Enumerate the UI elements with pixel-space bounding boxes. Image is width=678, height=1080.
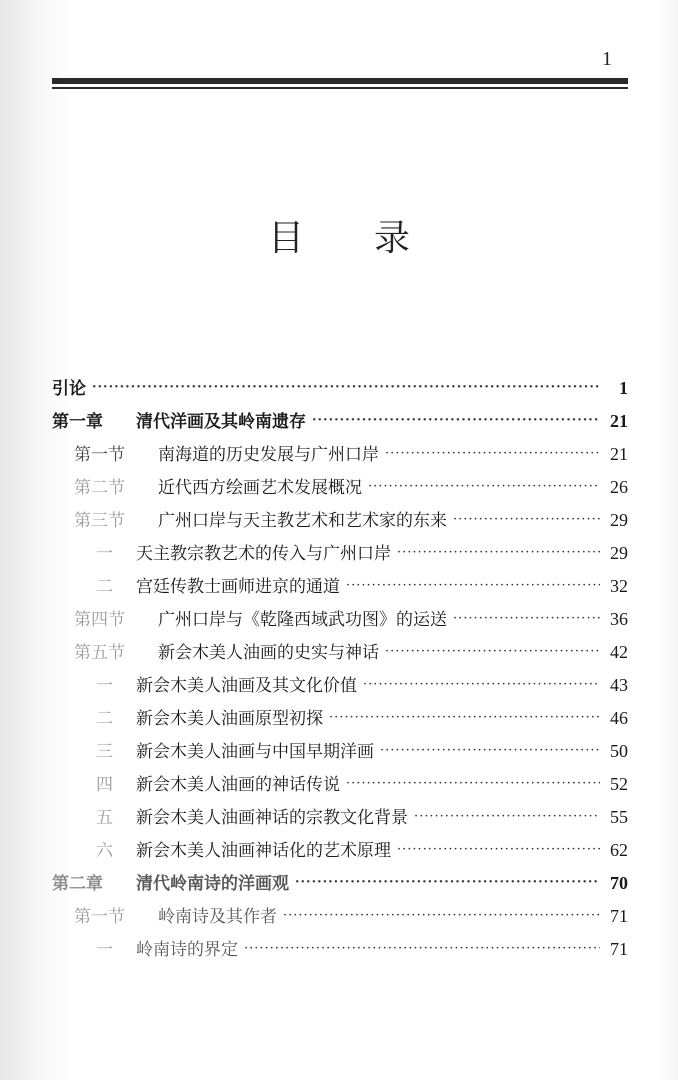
dot-leader [363, 668, 600, 701]
toc-entry-title: 近代西方绘画艺术发展概况 [158, 478, 362, 498]
dot-leader [453, 503, 600, 536]
toc-entry-label: 六 [96, 841, 113, 861]
dot-leader [346, 569, 600, 602]
toc-entry-page: 50 [610, 741, 628, 761]
toc-entry-title: 广州口岸与《乾隆西域武功图》的运送 [158, 610, 447, 630]
toc-entry-label: 二 [96, 709, 113, 729]
toc-entry [52, 900, 628, 933]
toc-entry-page: 32 [610, 576, 628, 596]
page-title: 目录 [267, 218, 480, 259]
toc-entry-label: 第一章 [52, 412, 103, 432]
toc-entry [52, 471, 628, 504]
toc-entry-label: 第二章 [52, 874, 103, 894]
toc-entry [52, 504, 628, 537]
toc-entry-page: 1 [619, 378, 628, 398]
toc-entry-page: 29 [610, 543, 628, 563]
toc-entry-title: 新会木美人油画与中国早期洋画 [136, 742, 374, 762]
toc-entry-page: 43 [610, 675, 628, 695]
toc-entry-label: 五 [96, 808, 113, 828]
toc-entry-page: 46 [610, 708, 628, 728]
toc-entry-title: 岭南诗及其作者 [158, 907, 277, 927]
toc-entry-title: 广州口岸与天主教艺术和艺术家的东来 [158, 511, 447, 531]
toc-entry-title: 清代洋画及其岭南遗存 [136, 412, 306, 432]
dot-leader [312, 404, 600, 437]
toc-entry [52, 834, 628, 867]
toc-entry-title: 清代岭南诗的洋画观 [136, 874, 289, 894]
toc-entry-title: 新会木美人油画及其文化价值 [136, 676, 357, 696]
toc-entry-page: 52 [610, 774, 628, 794]
toc-entry-page: 26 [610, 477, 628, 497]
dot-leader [414, 800, 600, 833]
toc-entry-page: 29 [610, 510, 628, 530]
toc-entry-label: 第三节 [74, 511, 125, 531]
toc-entry [52, 438, 628, 471]
toc-entry-title: 岭南诗的界定 [136, 940, 238, 960]
toc-entry-title: 南海道的历史发展与广州口岸 [158, 445, 379, 465]
toc-entry [52, 702, 628, 735]
toc-entry [52, 603, 628, 636]
toc-entry-label: 第二节 [74, 478, 125, 498]
toc-entry-page: 36 [610, 609, 628, 629]
toc-entry-page: 21 [610, 411, 628, 431]
dot-leader [368, 470, 600, 503]
dot-leader [397, 536, 600, 569]
dot-leader [329, 701, 600, 734]
toc-entry-title: 新会木美人油画神话化的艺术原理 [136, 841, 391, 861]
toc-entry-title: 新会木美人油画原型初探 [136, 709, 323, 729]
dot-leader [397, 833, 600, 866]
toc-entry-title: 宫廷传教士画师进京的通道 [136, 577, 340, 597]
dot-leader [244, 932, 600, 965]
toc-entry-label: 一 [96, 544, 113, 564]
toc-entry-title: 新会木美人油画的史实与神话 [158, 643, 379, 663]
toc-entry [52, 933, 628, 966]
table-of-contents [52, 372, 628, 966]
toc-entry [52, 735, 628, 768]
toc-entry [52, 537, 628, 570]
toc-entry-title: 引论 [52, 379, 86, 399]
toc-entry-label: 第一节 [74, 907, 125, 927]
dot-leader [283, 899, 600, 932]
toc-entry-page: 62 [610, 840, 628, 860]
toc-entry-title: 新会木美人油画神话的宗教文化背景 [136, 808, 408, 828]
dot-leader [295, 866, 600, 899]
dot-leader [380, 734, 600, 767]
toc-entry-page: 70 [610, 873, 628, 893]
toc-entry [52, 405, 628, 438]
toc-entry-label: 一 [96, 940, 113, 960]
header-rule-thin [52, 87, 628, 89]
toc-entry-label: 二 [96, 577, 113, 597]
dot-leader [453, 602, 600, 635]
toc-entry-page: 21 [610, 444, 628, 464]
toc-entry [52, 372, 628, 405]
toc-entry [52, 867, 628, 900]
toc-entry-page: 42 [610, 642, 628, 662]
header-rule [52, 78, 628, 84]
toc-entry [52, 669, 628, 702]
toc-entry-page: 55 [610, 807, 628, 827]
dot-leader [385, 635, 600, 668]
toc-entry-label: 第四节 [74, 610, 125, 630]
toc-entry [52, 570, 628, 603]
toc-entry [52, 636, 628, 669]
toc-entry [52, 768, 628, 801]
toc-entry-page: 71 [610, 939, 628, 959]
toc-entry-label: 一 [96, 676, 113, 696]
page-number: 1 [602, 48, 612, 70]
toc-entry [52, 801, 628, 834]
dot-leader [92, 371, 600, 404]
toc-entry-label: 第一节 [74, 445, 125, 465]
dot-leader [346, 767, 600, 800]
toc-entry-title: 新会木美人油画的神话传说 [136, 775, 340, 795]
dot-leader [385, 437, 600, 470]
toc-entry-title: 天主教宗教艺术的传入与广州口岸 [136, 544, 391, 564]
toc-entry-page: 71 [610, 906, 628, 926]
toc-entry-label: 三 [96, 742, 113, 762]
toc-entry-label: 第五节 [74, 643, 125, 663]
toc-entry-label: 四 [96, 775, 113, 795]
